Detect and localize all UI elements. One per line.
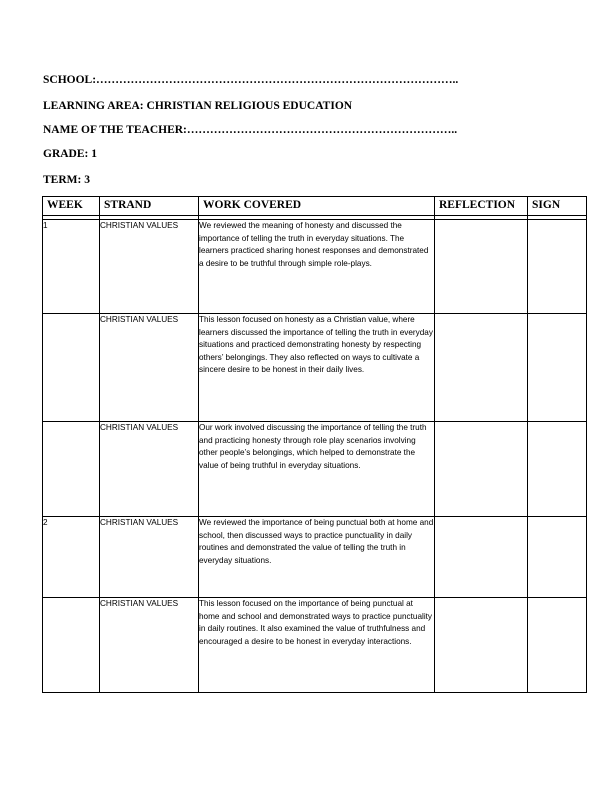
table-row xyxy=(43,517,587,598)
learning-area-line: LEARNING AREA: CHRISTIAN RELIGIOUS EDUCATION xyxy=(43,100,353,112)
week-cell xyxy=(43,314,100,422)
reflection-cell[interactable] xyxy=(435,220,528,314)
sign-cell[interactable] xyxy=(528,314,587,422)
work-covered-cell: This lesson focused on the importance of being punctual at home and school and demonstrated ways to practice punctuality in daily routines. It also examined the value of truthfulness and encouraged a desire to be honest in everyday interactions. xyxy=(199,598,435,693)
strand-cell: CHRISTIAN VALUES xyxy=(100,598,199,693)
table-row xyxy=(43,422,587,517)
work-covered-cell: We reviewed the importance of being punctual both at home and school, then discussed ways to practice punctuality in daily routines and demonstrated the value of telling the truth in everyday situations. xyxy=(199,517,435,598)
table-row xyxy=(43,314,587,422)
strand-cell: CHRISTIAN VALUES xyxy=(100,422,199,517)
term-line: TERM: 3 xyxy=(43,174,90,186)
reflection-cell[interactable] xyxy=(435,517,528,598)
table-header-row xyxy=(43,197,587,216)
sign-cell[interactable] xyxy=(528,220,587,314)
column-header-sign: SIGN xyxy=(528,197,587,216)
strand-cell: CHRISTIAN VALUES xyxy=(100,517,199,598)
school-line: SCHOOL:………………………………………………………………………………….. xyxy=(43,74,459,86)
grade-line: GRADE: 1 xyxy=(43,148,97,160)
teacher-name-line: NAME OF THE TEACHER:…………………………………………………………….. xyxy=(43,124,458,136)
work-covered-cell: This lesson focused on honesty as a Christian value, where learners discussed the importance of telling the truth in everyday situations and practiced demonstrating honesty by respecting others’ belongings. They also reflected on ways to cultivate a sincere desire to be honest in their daily lives. xyxy=(199,314,435,422)
sign-cell[interactable] xyxy=(528,517,587,598)
week-cell: 1 xyxy=(43,220,100,314)
week-cell xyxy=(43,598,100,693)
column-header-work-covered: WORK COVERED xyxy=(199,197,435,216)
column-header-strand: STRAND xyxy=(100,197,199,216)
work-covered-cell: Our work involved discussing the importance of telling the truth and practicing honesty through role play scenarios involving other people’s belongings, which helped to demonstrate the value of being truthful in everyday situations. xyxy=(199,422,435,517)
sign-cell[interactable] xyxy=(528,598,587,693)
sign-cell[interactable] xyxy=(528,422,587,517)
scheme-of-work-table xyxy=(42,196,587,693)
table-row xyxy=(43,598,587,693)
reflection-cell[interactable] xyxy=(435,598,528,693)
week-cell xyxy=(43,422,100,517)
week-cell: 2 xyxy=(43,517,100,598)
strand-cell: CHRISTIAN VALUES xyxy=(100,220,199,314)
reflection-cell[interactable] xyxy=(435,314,528,422)
work-covered-cell: We reviewed the meaning of honesty and discussed the importance of telling the truth in everyday situations. The learners practiced sharing honest responses and demonstrated a desire to be truthful through simple role-plays. xyxy=(199,220,435,314)
strand-cell: CHRISTIAN VALUES xyxy=(100,314,199,422)
table-row xyxy=(43,220,587,314)
reflection-cell[interactable] xyxy=(435,422,528,517)
column-header-week: WEEK xyxy=(43,197,100,216)
column-header-reflection: REFLECTION xyxy=(435,197,528,216)
